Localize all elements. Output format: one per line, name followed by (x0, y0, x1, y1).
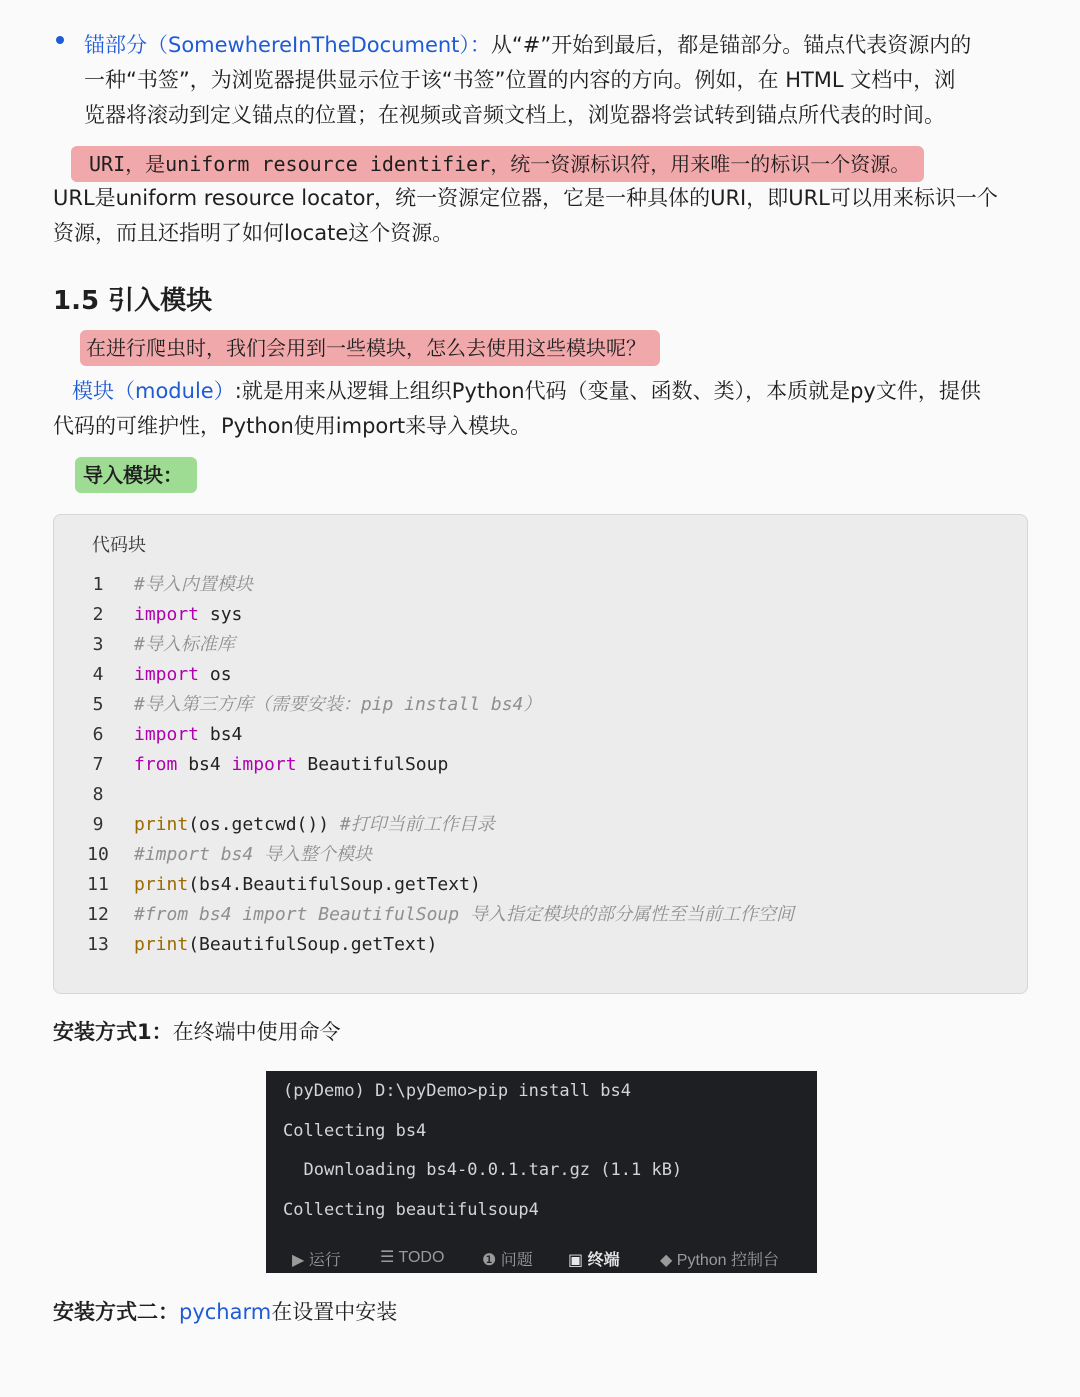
code-text (134, 600, 242, 630)
install-method-1-text: 在终端中使用命令 (172, 1020, 341, 1044)
code-keyword: import (134, 664, 200, 685)
module-line-1-text: :就是用来从逻辑上组织Python代码（变量、函数、类），本质就是py文件，提供 (234, 379, 981, 403)
code-text (134, 870, 481, 900)
code-text (134, 750, 448, 780)
code-text (134, 690, 541, 720)
anchor-term-link[interactable]: 锚部分（SomewhereInTheDocument）： (84, 33, 491, 57)
code-text (134, 660, 232, 690)
terminal-screenshot (266, 1071, 817, 1273)
line-number: 13 (87, 934, 109, 955)
uri-code-text: URI，是uniform resource identifier， (89, 152, 511, 176)
code-token: os (199, 664, 232, 685)
code-comment: #导入标准库 (134, 634, 235, 655)
import-label (75, 457, 197, 493)
code-line (54, 720, 1027, 750)
module-line-2: 代码的可维护性，Python使用import来导入模块。 (53, 414, 532, 438)
terminal-line: Downloading bs4-0.0.1.tar.gz (1.1 kB) (283, 1160, 683, 1180)
line-number: 3 (92, 634, 104, 655)
code-line (54, 630, 1027, 660)
module-term-link[interactable]: 模块（module） (72, 379, 235, 403)
anchor-line-3: 览器将滚动到定义锚点的位置；在视频或音频文档上，浏览器将尝试转到锚点所代表的时间。 (84, 103, 945, 127)
line-number: 5 (92, 694, 104, 715)
install-method-2-text: 在设置中安装 (271, 1300, 398, 1324)
code-function: print (134, 874, 189, 895)
line-number: 6 (92, 724, 104, 745)
tab-run[interactable] (292, 1247, 341, 1270)
terminal-icon: ▣ (568, 1252, 584, 1269)
tab-problems[interactable] (482, 1247, 533, 1270)
line-number: 7 (92, 754, 104, 775)
python-icon: ◆ (660, 1252, 673, 1269)
code-comment: #from bs4 import BeautifulSoup 导入指定模块的部分属性至当前工作空间 (134, 904, 794, 925)
anchor-line-2: 一种“书签”，为浏览器提供显示位于该“书签”位置的内容的方向。例如，在 HTML 文档中，浏 (84, 68, 956, 92)
code-lines (54, 570, 1027, 960)
code-line (54, 690, 1027, 720)
run-icon: ▶ (292, 1252, 305, 1269)
uri-highlight (71, 146, 924, 182)
line-number: 12 (87, 904, 109, 925)
tab-run-label: 运行 (308, 1252, 341, 1269)
code-comment: #导入内置模块 (134, 574, 253, 595)
install-method-2-label: 安装方式二： (53, 1300, 179, 1324)
code-line (54, 840, 1027, 870)
code-comment: #打印当前工作目录 (339, 814, 495, 835)
question-highlight: 在进行爬虫时，我们会用到一些模块，怎么去使用这些模块呢？ (80, 330, 660, 366)
code-block (53, 514, 1028, 994)
problem-icon: ❶ (482, 1252, 497, 1269)
line-number: 2 (92, 604, 104, 625)
list-icon: ☰ (380, 1249, 395, 1266)
code-token: (os.getcwd()) (188, 814, 340, 835)
code-keyword: from (134, 754, 178, 775)
code-token: (bs4.BeautifulSoup.getText) (188, 874, 481, 895)
code-text (134, 840, 372, 870)
code-line (54, 750, 1027, 780)
code-line (54, 870, 1027, 900)
tab-python-console[interactable] (660, 1247, 779, 1270)
code-block-title: 代码块 (92, 535, 146, 556)
line-number: 8 (92, 784, 104, 805)
code-line (54, 570, 1027, 600)
tab-terminal[interactable] (568, 1247, 620, 1270)
section-heading: 1.5 引入模块 (53, 286, 213, 316)
terminal-line: Collecting bs4 (283, 1121, 427, 1141)
question-note (80, 330, 660, 366)
code-token: (BeautifulSoup.getText) (188, 934, 438, 955)
pycharm-link[interactable]: pycharm (179, 1300, 272, 1324)
terminal-line: (pyDemo) D:\pyDemo>pip install bs4 (283, 1081, 631, 1101)
code-token: BeautifulSoup (296, 754, 449, 775)
code-token: bs4 (199, 724, 243, 745)
line-number: 1 (92, 574, 104, 595)
code-line (54, 930, 1027, 960)
install-method-1 (53, 1015, 341, 1050)
tab-problems-label: 问题 (500, 1252, 533, 1269)
code-function: print (134, 814, 189, 835)
uri-text: 统一资源标识符，用来唯一的标识一个资源。 (510, 152, 911, 176)
url-line-1: URL是uniform resource locator，统一资源定位器，它是一种具体的URI，即URL可以用来标识一个 (53, 186, 998, 210)
code-keyword: import (134, 604, 200, 625)
code-text (134, 720, 242, 750)
code-line (54, 660, 1027, 690)
code-text (134, 810, 495, 840)
import-highlight: 导入模块： (75, 457, 197, 493)
terminal-line: Collecting beautifulsoup4 (283, 1200, 539, 1220)
tab-terminal-label: 终端 (587, 1252, 620, 1269)
tab-todo[interactable] (380, 1247, 444, 1267)
code-function: print (134, 934, 189, 955)
code-line (54, 600, 1027, 630)
code-token: sys (199, 604, 243, 625)
line-number: 4 (92, 664, 104, 685)
anchor-line-1 (84, 28, 971, 63)
bullet-dot (56, 36, 64, 44)
terminal-tab-bar (266, 1243, 817, 1273)
module-line-1 (72, 374, 981, 409)
url-line-2: 资源，而且还指明了如何locate这个资源。 (53, 221, 454, 245)
anchor-line-1-text: 从“#”开始到最后，都是锚部分。锚点代表资源内的 (490, 33, 972, 57)
code-line (54, 900, 1027, 930)
code-text (134, 930, 437, 960)
code-comment: #import bs4 导入整个模块 (134, 844, 373, 865)
code-text (134, 570, 253, 600)
tab-todo-label: TODO (398, 1249, 445, 1266)
code-text (134, 900, 794, 930)
line-number: 10 (87, 844, 109, 865)
code-comment: #导入第三方库（需要安装：pip install bs4） (134, 694, 542, 715)
uri-note (71, 146, 924, 182)
code-keyword: import (134, 724, 200, 745)
code-token: bs4 (177, 754, 232, 775)
install-method-2 (53, 1295, 397, 1330)
tab-python-console-label: Python 控制台 (676, 1252, 780, 1269)
code-line (54, 780, 1027, 810)
code-text (134, 630, 235, 660)
code-line (54, 810, 1027, 840)
line-number: 9 (92, 814, 104, 835)
code-keyword: import (231, 754, 297, 775)
line-number: 11 (87, 874, 109, 895)
install-method-1-label: 安装方式1： (53, 1020, 173, 1044)
